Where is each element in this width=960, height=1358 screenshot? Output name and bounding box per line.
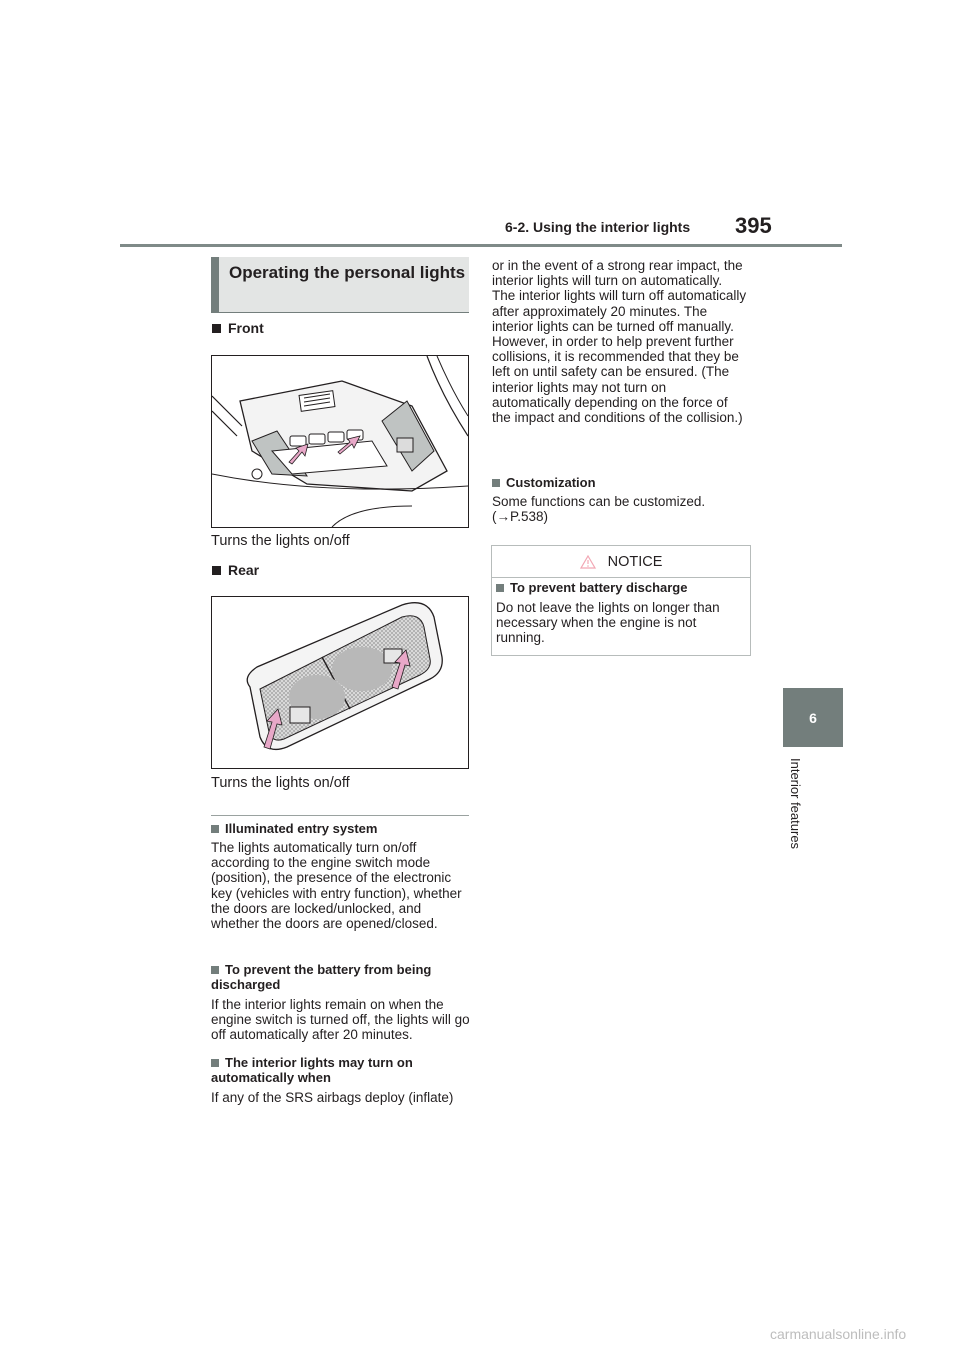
notice-item-body: Do not leave the lights on longer than necessary when the engine is not running.: [496, 600, 720, 646]
note-heading-battery: To prevent the battery from being discharged: [211, 962, 432, 992]
customization-text: Some functions can be customized.: [492, 494, 706, 509]
square-bullet-icon: [212, 566, 221, 575]
notes-divider: [211, 815, 469, 816]
page-number: 395: [735, 213, 772, 238]
note-heading-auto: The interior lights may turn on automatically when: [211, 1055, 413, 1085]
square-bullet-icon: [211, 825, 219, 833]
rear-caption: Turns the lights on/off: [211, 775, 350, 791]
rear-light-figure: [211, 596, 469, 769]
continued-text: or in the event of a strong rear impact, the interior lights will turn on automatically. The interior lights will turn off automatically after approximately 20 minutes. The interior lights can be turned off manually. However, in order to help prevent further collisions, it is recommended that they be left on until safety can be ensured. (The interior lights may not turn on automatically depending on the force of the impact and conditions of the collision.): [492, 258, 747, 426]
chapter-label: [787, 758, 807, 870]
section-heading-box: [211, 257, 469, 313]
customization-ref-link[interactable]: (→P.538): [492, 509, 549, 525]
front-light-figure: [211, 355, 469, 528]
footer-watermark: carmanualsonline.info: [770, 1326, 907, 1342]
square-bullet-icon: [496, 584, 504, 592]
section-title: 6-2. Using the interior lights: [505, 219, 691, 235]
section-heading: Operating the personal lights: [229, 263, 466, 282]
square-bullet-icon: [211, 966, 219, 974]
note-heading-entry: Illuminated entry system: [211, 821, 377, 836]
chapter-label-text: Interior features: [788, 758, 803, 850]
note-body-battery: If the interior lights remain on when the engine switch is turned off, the lights will go off automatically after 20 minutes.: [211, 997, 470, 1043]
notice-box: [491, 545, 751, 656]
note-body-auto: If any of the SRS airbags deploy (inflate): [211, 1090, 454, 1105]
square-bullet-icon: [212, 324, 221, 333]
notice-label: NOTICE: [607, 553, 663, 570]
square-bullet-icon: [492, 479, 500, 487]
square-bullet-icon: [211, 1059, 219, 1067]
warning-triangle-icon: [580, 555, 596, 569]
rear-heading: Rear: [212, 562, 259, 578]
chapter-tab[interactable]: 6: [783, 688, 843, 747]
front-caption: Turns the lights on/off: [211, 533, 350, 549]
customization-heading: Customization: [492, 475, 596, 490]
header-divider: [120, 244, 842, 247]
notice-item-heading: To prevent battery discharge: [496, 580, 687, 595]
customization-body: [492, 494, 748, 524]
front-heading: Front: [212, 320, 264, 336]
note-body-entry: The lights automatically turn on/off according to the engine switch mode (position), the presence of the electronic key (vehicles with entry function), whether the doors are locked/unlocked, and whether the doors are opened/closed.: [211, 840, 462, 932]
notice-header: [492, 546, 750, 578]
